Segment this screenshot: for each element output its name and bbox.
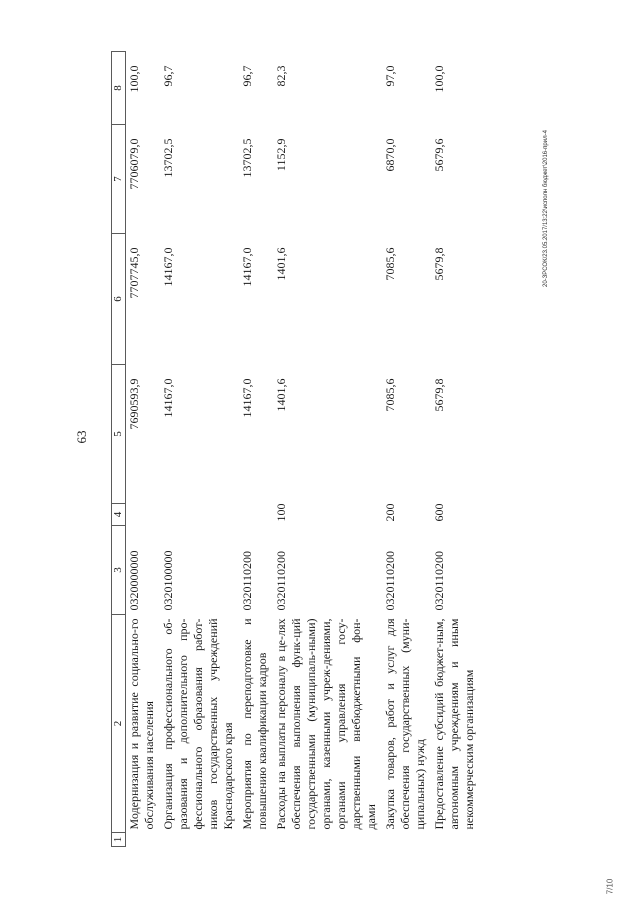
amount-col5-cell: 7690593,9	[127, 378, 141, 430]
item-name-cell: Модернизация и развитие социально-го обслуживания населения	[127, 618, 156, 830]
amount-col7-cell: 1152,9	[274, 138, 288, 172]
amount-col6-cell: 5679,8	[432, 247, 446, 281]
item-name-cell: Предоставление субсидий бюджет-ным, автономным учреждениям и иным некоммерческим организациям	[432, 618, 476, 830]
percent-col8-cell: 96,7	[240, 65, 254, 87]
target-code-cell: 0320000000	[127, 550, 141, 611]
row-number-cell	[431, 833, 480, 847]
row-number-cell	[126, 833, 161, 847]
item-name-cell: Мероприятия по переподготовке и повышению квалификации кадров	[240, 618, 269, 830]
table-row	[160, 52, 239, 847]
row-number-cell	[382, 833, 431, 847]
table-row	[431, 52, 480, 847]
expense-type-cell	[239, 504, 273, 526]
expense-type-cell	[126, 504, 161, 526]
header-cell: 8	[112, 52, 126, 125]
row-number-cell	[273, 833, 382, 847]
corner-mark: 7/10	[605, 878, 615, 895]
amount-col5-cell: 7085,6	[383, 378, 397, 412]
amount-col5-cell: 1401,6	[274, 378, 288, 412]
percent-col8-cell: 100,0	[127, 65, 141, 93]
target-code-cell: 0320110200	[383, 550, 397, 611]
amount-col7-cell: 5679,6	[432, 138, 446, 172]
amount-col7-cell: 7706079,0	[127, 138, 141, 190]
table-header-row	[112, 52, 126, 847]
rotated-page	[70, 39, 560, 847]
row-number-cell	[160, 833, 239, 847]
table-row	[126, 52, 161, 847]
table-row	[273, 52, 382, 847]
amount-col7-cell: 6870,0	[383, 138, 397, 172]
amount-col6-cell: 14167,0	[161, 247, 175, 287]
header-cell: 3	[112, 526, 126, 615]
expense-type-cell: 200	[383, 503, 397, 522]
header-cell: 7	[112, 125, 126, 234]
percent-col8-cell: 100,0	[432, 65, 446, 93]
amount-col5-cell: 14167,0	[240, 378, 254, 418]
table-row	[239, 52, 273, 847]
budget-table	[111, 51, 480, 847]
percent-col8-cell: 82,3	[274, 65, 288, 87]
target-code-cell: 0320110200	[432, 550, 446, 611]
item-name-cell: Закупка товаров, работ и услуг для обеспечения государственных (муни-ципальных) нужд	[383, 618, 427, 830]
amount-col6-cell: 1401,6	[274, 247, 288, 281]
expense-type-cell: 600	[432, 503, 446, 522]
percent-col8-cell: 97,0	[383, 65, 397, 87]
header-cell: 4	[112, 504, 126, 526]
row-number-cell	[239, 833, 273, 847]
target-code-cell: 0320100000	[161, 550, 175, 611]
table-row	[382, 52, 431, 847]
amount-col7-cell: 13702,5	[240, 138, 254, 178]
amount-col6-cell: 7085,6	[383, 247, 397, 281]
target-code-cell: 0320110200	[274, 550, 288, 611]
item-name-cell: Организация профессионального об-разования и дополнительного про-фессионального образования работ-ников государственных учреждений Краснодарского края	[161, 618, 235, 830]
amount-col6-cell: 7707745,0	[127, 247, 141, 299]
page-number: 63	[74, 430, 89, 444]
header-cell: 1	[112, 833, 126, 847]
file-reference: 20-ЗРСОК/23.05.2017/13:22\исполн бюджет\2016-прил-4	[543, 130, 549, 287]
item-name-cell: Расходы на выплаты персоналу в це-лях обеспечения выполнения функ-ций государственными (муниципаль-ными) органами, казенными учреж-дениями, органами управления госу-дарственными внебюджетными фон-дами	[274, 618, 378, 830]
header-cell: 6	[112, 234, 126, 365]
expense-type-cell: 100	[274, 503, 288, 522]
header-cell: 2	[112, 615, 126, 833]
amount-col6-cell: 14167,0	[240, 247, 254, 287]
header-cell: 5	[112, 365, 126, 504]
amount-col5-cell: 5679,8	[432, 378, 446, 412]
expense-type-cell	[160, 504, 239, 526]
percent-col8-cell: 96,7	[161, 65, 175, 87]
target-code-cell: 0320110200	[240, 550, 254, 611]
amount-col5-cell: 14167,0	[161, 378, 175, 418]
amount-col7-cell: 13702,5	[161, 138, 175, 178]
